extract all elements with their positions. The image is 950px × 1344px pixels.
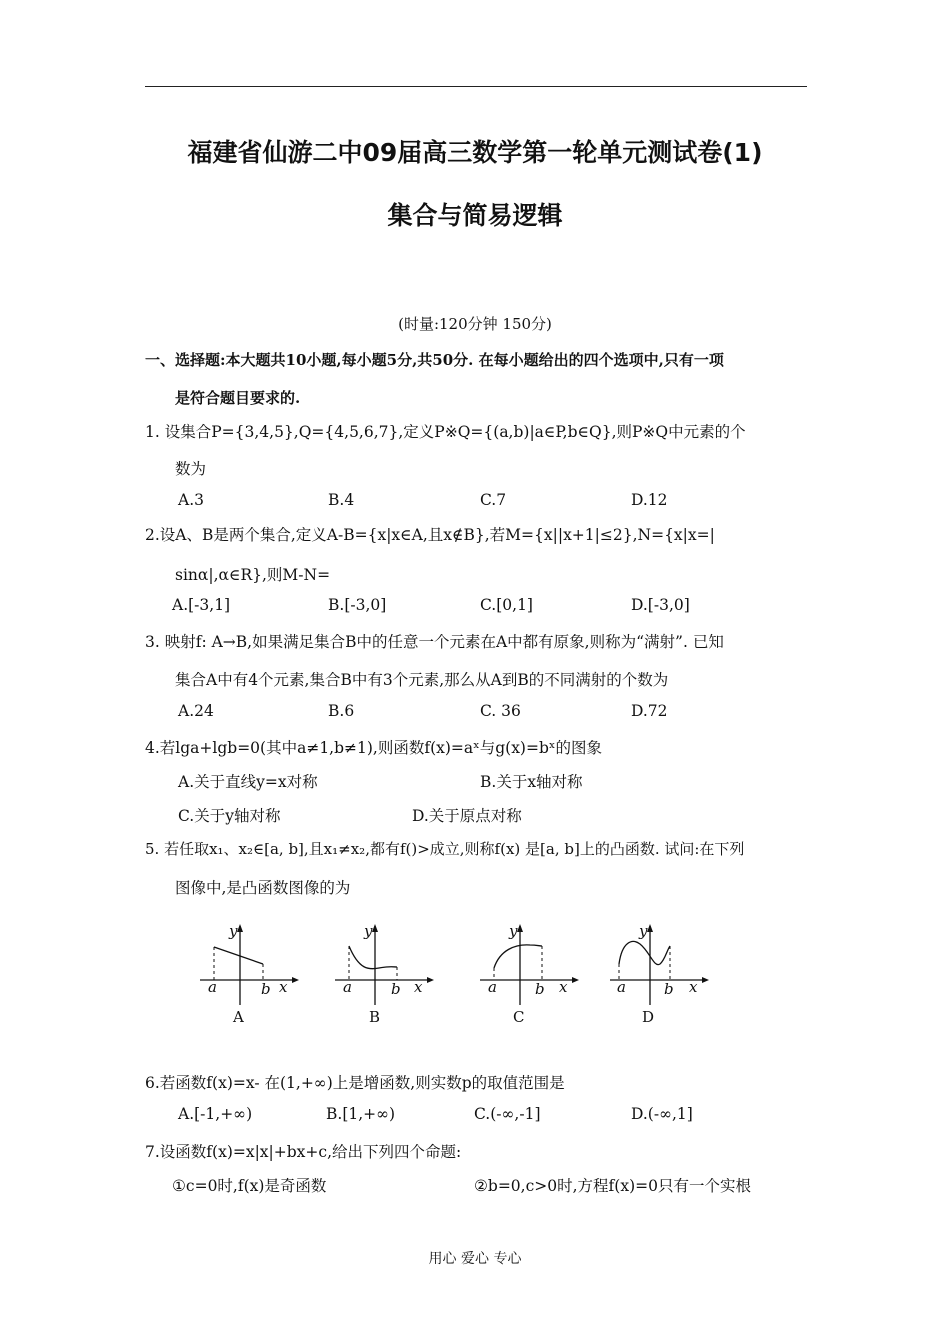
q6-option-b: B.[1,+∞) — [326, 1105, 396, 1123]
graph-a-a-label: a — [208, 978, 217, 996]
q5-stem-cont: 图像中,是凸函数图像的为 — [175, 879, 351, 897]
q1-option-b: B.4 — [328, 491, 355, 509]
graph-c-caption: C — [513, 1008, 525, 1026]
q4-option-c: C.关于y轴对称 — [178, 807, 281, 825]
page-subtitle: 集合与简易逻辑 — [387, 201, 563, 230]
time-info: (时量:120分钟 150分) — [398, 315, 552, 333]
graph-d-caption: D — [642, 1008, 655, 1026]
q2-option-d: D.[-3,0] — [631, 596, 690, 614]
q2-option-c: C.[0,1] — [480, 596, 533, 614]
graph-d-x-label: x — [689, 978, 698, 996]
q5-stem: 5. 若任取x₁、x₂∈[a, b],且x₁≠x₂,都有f()>成立,则称f(x) 是[a, b]上的凸函数. 试问:在下列 — [145, 840, 745, 858]
q3-option-b: B.6 — [328, 702, 355, 720]
q3-option-d: D.72 — [631, 702, 668, 720]
q6-option-c: C.(-∞,-1] — [474, 1105, 541, 1123]
graph-b-y-label: y — [364, 922, 373, 940]
q7-proposition-2: ②b=0,c>0时,方程f(x)=0只有一个实根 — [474, 1177, 751, 1195]
graph-b-x-label: x — [414, 978, 423, 996]
q1-option-d: D.12 — [631, 491, 668, 509]
q3-option-c: C. 36 — [480, 702, 521, 720]
graph-a-y-label: y — [229, 922, 238, 940]
q6-stem: 6.若函数f(x)=x- 在(1,+∞)上是增函数,则实数p的取值范围是 — [145, 1074, 565, 1092]
q2-option-a: A.[-3,1] — [172, 596, 231, 614]
q1-stem: 1. 设集合P={3,4,5},Q={4,5,6,7},定义P※Q={(a,b)|a∈P,b∈Q},则P※Q中元素的个 — [145, 423, 746, 441]
page-footer: 用心 爱心 专心 — [428, 1251, 522, 1267]
graph-b-b-label: b — [391, 980, 401, 998]
graph-d-b-label: b — [664, 980, 674, 998]
section-heading-cont: 是符合题目要求的. — [175, 389, 301, 407]
q7-proposition-1: ①c=0时,f(x)是奇函数 — [172, 1177, 327, 1195]
q3-stem: 3. 映射f: A→B,如果满足集合B中的任意一个元素在A中都有原象,则称为“满射”. 已知 — [145, 633, 724, 651]
q4-option-b: B.关于x轴对称 — [480, 773, 583, 791]
graph-d-y-label: y — [639, 922, 648, 940]
q3-stem-cont: 集合A中有4个元素,集合B中有3个元素,那么从A到B的不同满射的个数为 — [175, 671, 669, 689]
q2-stem: 2.设A、B是两个集合,定义A-B={x|x∈A,且x∉B},若M={x||x+1|≤2},N={x|x=| — [145, 526, 715, 544]
header-rule — [145, 86, 807, 87]
graph-a-x-label: x — [279, 978, 288, 996]
graph-c-x-label: x — [559, 978, 568, 996]
q3-option-a: A.24 — [178, 702, 214, 720]
q6-option-d: D.(-∞,1] — [631, 1105, 693, 1123]
q4-option-d: D.关于原点对称 — [412, 807, 522, 825]
page-title: 福建省仙游二中09届高三数学第一轮单元测试卷(1) — [187, 138, 763, 167]
q1-stem-cont: 数为 — [175, 460, 207, 478]
graph-a-caption: A — [233, 1008, 244, 1026]
q2-option-b: B.[-3,0] — [328, 596, 387, 614]
graph-c-a-label: a — [488, 978, 497, 996]
graph-b-a-label: a — [343, 978, 352, 996]
q5-graphs — [195, 920, 715, 1030]
section-heading: 一、选择题:本大题共10小题,每小题5分,共50分. 在每小题给出的四个选项中,只有一项 — [145, 351, 724, 369]
q4-option-a: A.关于直线y=x对称 — [178, 773, 318, 791]
q6-option-a: A.[-1,+∞) — [178, 1105, 253, 1123]
q4-stem: 4.若lga+lgb=0(其中a≠1,b≠1),则函数f(x)=aˣ与g(x)=bˣ的图象 — [145, 739, 602, 757]
graph-d-a-label: a — [617, 978, 626, 996]
graph-c-b-label: b — [535, 980, 545, 998]
graph-c-y-label: y — [509, 922, 518, 940]
q2-stem-cont: sinα|,α∈R},则M-N= — [175, 566, 331, 584]
q1-option-a: A.3 — [178, 491, 204, 509]
graph-a-b-label: b — [261, 980, 271, 998]
q7-stem: 7.设函数f(x)=x|x|+bx+c,给出下列四个命题: — [145, 1143, 462, 1161]
graph-b-caption: B — [369, 1008, 381, 1026]
q1-option-c: C.7 — [480, 491, 507, 509]
